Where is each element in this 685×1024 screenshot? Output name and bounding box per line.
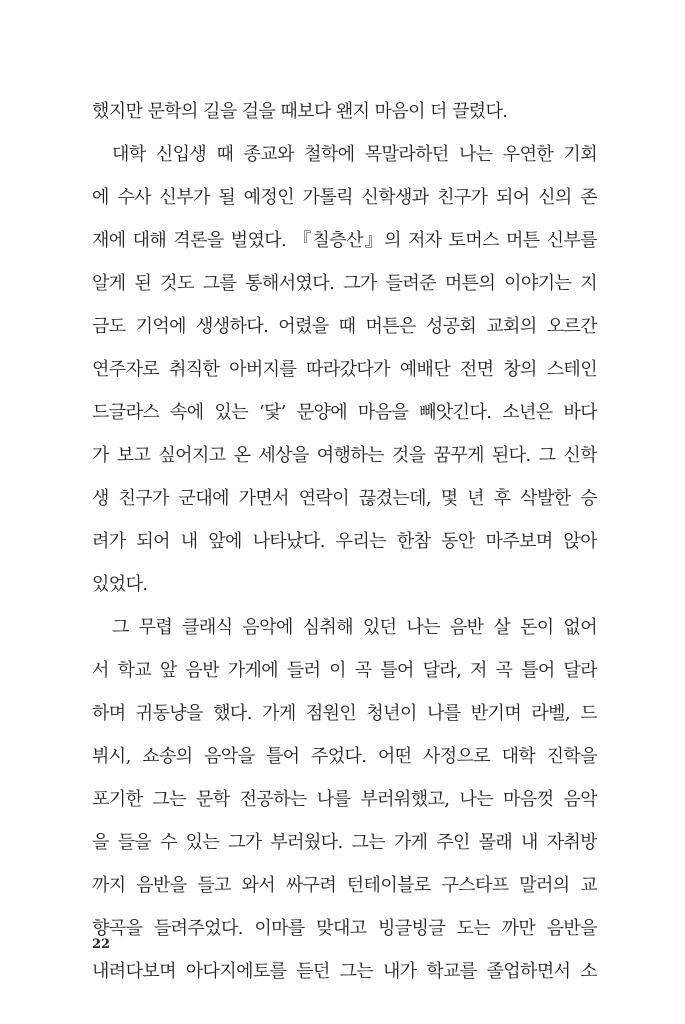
body-text <box>92 90 597 993</box>
text-line: 에 수사 신부가 될 예정인 가톨릭 신학생과 친구가 되어 신의 존 <box>92 187 597 208</box>
text-line: 을 들을 수 있는 그가 부러웠다. 그는 가게 주인 몰래 내 자취방 <box>92 832 597 853</box>
text-line: 뷔시, 쇼송의 음악을 틀어 주었다. 어떤 사정으로 대학 진학을 <box>92 746 597 767</box>
text-line: 까지 음반을 들고 와서 싸구려 턴테이블로 구스타프 말러의 교 <box>92 875 597 896</box>
text-line: 알게 된 것도 그를 통해서였다. 그가 들려준 머튼의 이야기는 지 <box>92 273 597 294</box>
text-line: 대학 신입생 때 종교와 철학에 목말라하던 나는 우연한 기회 <box>112 144 597 165</box>
text-line: 려가 되어 내 앞에 나타났다. 우리는 한참 동안 마주보며 앉아 <box>92 531 597 552</box>
text-line: 그 무렵 클래식 음악에 심취해 있던 나는 음반 살 돈이 없어 <box>112 617 597 638</box>
text-line: 내려다보며 아다지에토를 듣던 그는 내가 학교를 졸업하면서 소 <box>92 961 597 982</box>
text-line: 향곡을 들려주었다. 이마를 맞대고 빙글빙글 도는 까만 음반을 <box>92 918 597 939</box>
text-line: 했지만 문학의 길을 걸을 때보다 왠지 마음이 더 끌렸다. <box>92 101 508 122</box>
text-line: 생 친구가 군대에 가면서 연락이 끊겼는데, 몇 년 후 삭발한 승 <box>92 488 597 509</box>
text-line: 가 보고 싶어지고 온 세상을 여행하는 것을 꿈꾸게 된다. 그 신학 <box>92 445 597 466</box>
text-line: 금도 기억에 생생하다. 어렸을 때 머튼은 성공회 교회의 오르간 <box>92 316 597 337</box>
text-line: 연주자로 취직한 아버지를 따라갔다가 예배단 전면 창의 스테인 <box>92 359 597 380</box>
text-line: 하며 귀동냥을 했다. 가게 점원인 청년이 나를 반기며 라벨, 드 <box>92 703 597 724</box>
text-line: 재에 대해 격론을 벌였다. 『칠층산』의 저자 토머스 머튼 신부를 <box>92 230 597 251</box>
text-line: 포기한 그는 문학 전공하는 나를 부러워했고, 나는 마음껏 음악 <box>92 789 597 810</box>
text-line: 서 학교 앞 음반 가게에 들러 이 곡 틀어 달라, 저 곡 틀어 달라 <box>92 660 597 681</box>
page-number: 22 <box>92 937 111 952</box>
text-line: 있었다. <box>92 574 148 595</box>
text-line: 드글라스 속에 있는 ‘닻’ 문양에 마음을 빼앗긴다. 소년은 바다 <box>92 402 597 423</box>
